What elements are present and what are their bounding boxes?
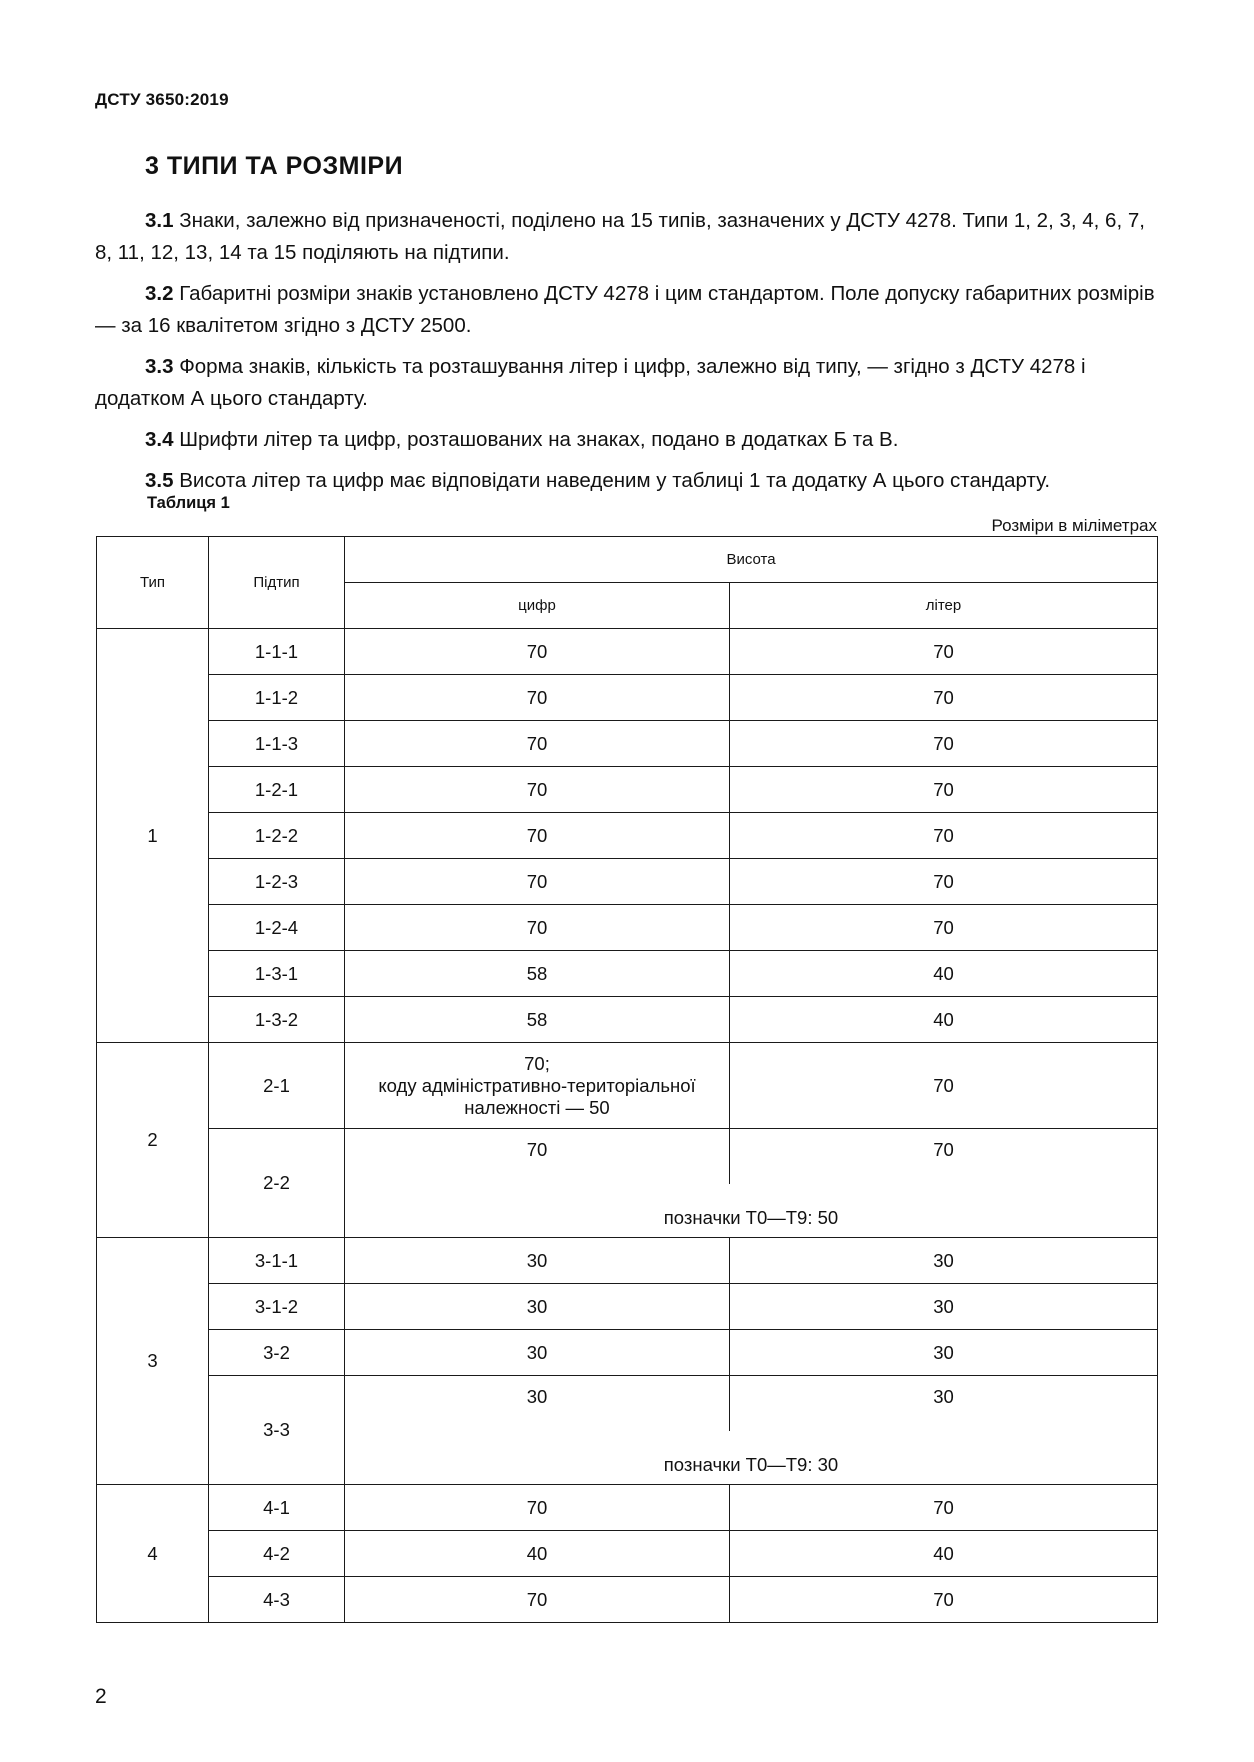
digits-cell: 70 <box>345 629 730 675</box>
clauses-list <box>95 205 1155 506</box>
clause-3-3 <box>95 351 1155 415</box>
subtype-cell: 3-1-1 <box>209 1238 345 1284</box>
standard-header: ДСТУ 3650:2019 <box>95 90 229 109</box>
digits-cell: 70 <box>345 721 730 767</box>
digits-cell: 30 <box>345 1330 730 1376</box>
subtype-cell: 1-2-3 <box>209 859 345 905</box>
digits-cell: 70 <box>345 1129 730 1185</box>
table-row <box>97 997 1158 1043</box>
table-row <box>97 767 1158 813</box>
subtype-cell: 3-1-2 <box>209 1284 345 1330</box>
letters-cell: 40 <box>730 997 1158 1043</box>
table-row <box>97 675 1158 721</box>
heights-table <box>96 536 1158 1623</box>
clause-text: Знаки, залежно від призначеності, поділено на 15 типів, зазначених у ДСТУ 4278. Типи 1, 2, 3, 4, 6, 7, 8, 11, 12, 13, 14 та 15 поділяють на підтипи. <box>95 209 1145 264</box>
letters-cell: 30 <box>730 1376 1158 1432</box>
header-letters: літер <box>730 583 1158 629</box>
table-row <box>97 951 1158 997</box>
header-digits: цифр <box>345 583 730 629</box>
type-cell: 4 <box>97 1485 209 1623</box>
type-cell: 1 <box>97 629 209 1043</box>
table-caption: Таблиця 1 <box>147 494 230 512</box>
table-row <box>97 1376 1158 1432</box>
header-height: Висота <box>345 537 1158 583</box>
subtype-cell: 1-2-2 <box>209 813 345 859</box>
digits-cell: 70 <box>345 813 730 859</box>
subtype-cell: 2-2 <box>209 1129 345 1238</box>
table-row <box>97 905 1158 951</box>
letters-cell: 30 <box>730 1330 1158 1376</box>
digits-cell: 30 <box>345 1376 730 1432</box>
subtype-cell: 1-1-2 <box>209 675 345 721</box>
section-title: 3 ТИПИ ТА РОЗМІРИ <box>145 152 404 180</box>
subtype-cell: 1-3-2 <box>209 997 345 1043</box>
subtype-cell: 1-2-1 <box>209 767 345 813</box>
digits-cell: 58 <box>345 997 730 1043</box>
table-row <box>97 1330 1158 1376</box>
digits-cell: 30 <box>345 1284 730 1330</box>
subtype-cell: 2-1 <box>209 1043 345 1129</box>
clause-number: 3.3 <box>145 355 174 378</box>
header-subtype: Підтип <box>209 537 345 629</box>
letters-cell: 40 <box>730 1531 1158 1577</box>
digits-line: належності — 50 <box>464 1096 610 1118</box>
clause-number: 3.2 <box>145 282 174 305</box>
header-type: Тип <box>97 537 209 629</box>
note-cell: позначки Т0—Т9: 50 <box>345 1184 1158 1238</box>
clause-text: Форма знаків, кількість та розташування літер і цифр, залежно від типу, — згідно з ДСТУ 4278 і додатком А цього стандарту. <box>95 355 1086 410</box>
note-cell: позначки Т0—Т9: 30 <box>345 1431 1158 1485</box>
clause-number: 3.5 <box>145 469 174 492</box>
table-row <box>97 1531 1158 1577</box>
digits-line: 70; <box>524 1052 550 1074</box>
type-cell: 3 <box>97 1238 209 1485</box>
subtype-cell: 1-2-4 <box>209 905 345 951</box>
letters-cell: 70 <box>730 905 1158 951</box>
digits-cell: 58 <box>345 951 730 997</box>
clause-3-5 <box>95 465 1155 497</box>
letters-cell: 70 <box>730 1129 1158 1185</box>
table-row <box>97 1284 1158 1330</box>
table-row <box>97 629 1158 675</box>
letters-cell: 70 <box>730 1043 1158 1129</box>
type-cell: 2 <box>97 1043 209 1238</box>
subtype-cell: 3-2 <box>209 1330 345 1376</box>
subtype-cell: 4-2 <box>209 1531 345 1577</box>
digits-cell: 30 <box>345 1238 730 1284</box>
digits-cell: 40 <box>345 1531 730 1577</box>
letters-cell: 70 <box>730 1577 1158 1623</box>
letters-cell: 70 <box>730 859 1158 905</box>
table-row <box>97 813 1158 859</box>
table-row <box>97 1577 1158 1623</box>
clause-number: 3.4 <box>145 428 174 451</box>
letters-cell: 70 <box>730 675 1158 721</box>
subtype-cell: 3-3 <box>209 1376 345 1485</box>
subtype-cell: 1-1-1 <box>209 629 345 675</box>
letters-cell: 70 <box>730 629 1158 675</box>
subtype-cell: 1-1-3 <box>209 721 345 767</box>
clause-3-4 <box>95 424 1155 456</box>
digits-line: коду адміністративно-територіальної <box>378 1074 696 1096</box>
table-row <box>97 1238 1158 1284</box>
clause-3-2 <box>95 278 1155 342</box>
clause-number: 3.1 <box>145 209 174 232</box>
letters-cell: 30 <box>730 1284 1158 1330</box>
digits-cell: 70 <box>345 675 730 721</box>
letters-cell: 70 <box>730 721 1158 767</box>
digits-cell: 70 <box>345 767 730 813</box>
units-note: Розміри в міліметрах <box>991 516 1157 535</box>
clause-text: Габаритні розміри знаків установлено ДСТУ 4278 і цим стандартом. Поле допуску габаритних розмірів — за 16 квалітетом згідно з ДСТУ 2500. <box>95 282 1155 337</box>
table-row <box>97 1485 1158 1531</box>
subtype-cell: 1-3-1 <box>209 951 345 997</box>
table-row <box>97 721 1158 767</box>
page-number: 2 <box>95 1685 107 1708</box>
table-row <box>97 1043 1158 1129</box>
digits-cell: 70 <box>345 1577 730 1623</box>
clause-text: Висота літер та цифр має відповідати наведеним у таблиці 1 та додатку А цього стандарту. <box>173 469 1051 492</box>
clause-3-1 <box>95 205 1155 269</box>
subtype-cell: 4-3 <box>209 1577 345 1623</box>
letters-cell: 70 <box>730 813 1158 859</box>
letters-cell: 30 <box>730 1238 1158 1284</box>
subtype-cell: 4-1 <box>209 1485 345 1531</box>
table-row <box>97 1129 1158 1185</box>
clause-text: Шрифти літер та цифр, розташованих на знаках, подано в додатках Б та В. <box>173 428 899 451</box>
digits-cell <box>345 1043 730 1129</box>
letters-cell: 70 <box>730 1485 1158 1531</box>
letters-cell: 40 <box>730 951 1158 997</box>
digits-cell: 70 <box>345 859 730 905</box>
digits-cell: 70 <box>345 1485 730 1531</box>
digits-cell: 70 <box>345 905 730 951</box>
table-row <box>97 859 1158 905</box>
letters-cell: 70 <box>730 767 1158 813</box>
